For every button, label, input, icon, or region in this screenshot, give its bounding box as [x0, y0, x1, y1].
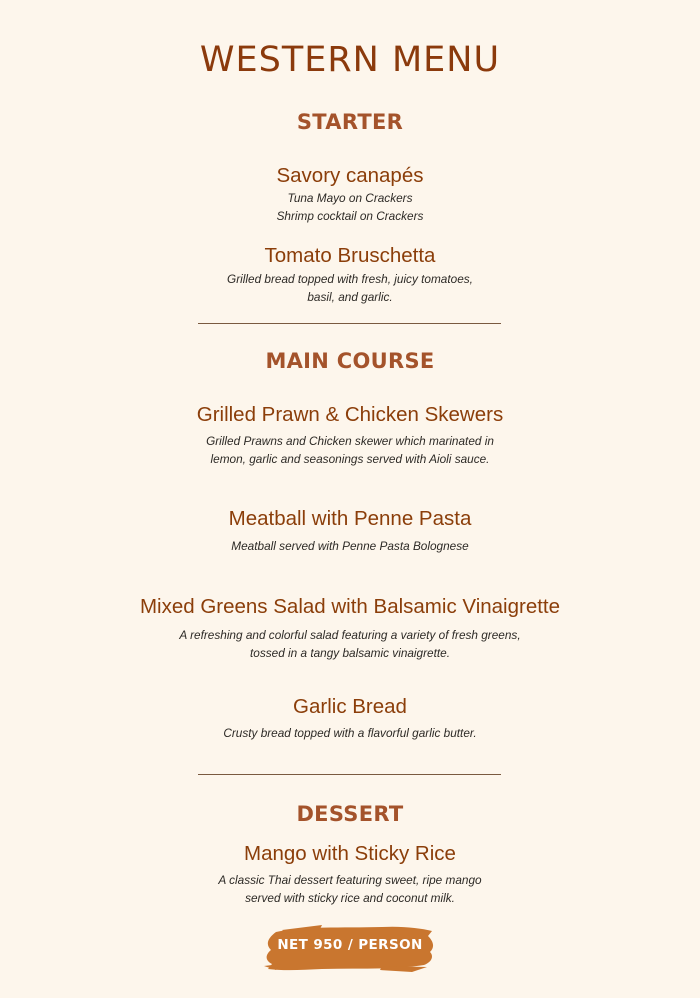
dish-name-grilled-prawn-chicken-skewers: Grilled Prawn & Chicken Skewers [196, 403, 504, 426]
dish-desc-line: basil, and garlic. [307, 290, 393, 304]
menu-title: WESTERN MENU [199, 40, 501, 80]
dish-desc-line: Tuna Mayo on Crackers [287, 191, 413, 205]
section-heading-starter: STARTER [296, 110, 404, 134]
section-divider [198, 774, 501, 775]
dish-name-savory-canapes: Savory canapés [276, 164, 424, 187]
dish-desc-line: served with sticky rice and coconut milk. [245, 891, 455, 905]
section-heading-dessert: DESSERT [296, 802, 404, 826]
section-divider [198, 323, 501, 324]
dish-name-mango-sticky-rice: Mango with Sticky Rice [244, 842, 456, 865]
dish-desc-line: A refreshing and colorful salad featuring a variety of fresh greens, [179, 628, 521, 642]
dish-desc-line: Meatball served with Penne Pasta Bolognese [231, 539, 469, 553]
price-label: NET 950 / PERSON [277, 937, 423, 953]
dish-desc-line: Shrimp cocktail on Crackers [276, 209, 424, 223]
dish-desc-line: tossed in a tangy balsamic vinaigrette. [250, 646, 450, 660]
dish-name-tomato-bruschetta: Tomato Bruschetta [264, 244, 436, 267]
dish-desc-line: Grilled Prawns and Chicken skewer which marinated in [206, 434, 494, 448]
dish-name-garlic-bread: Garlic Bread [293, 695, 407, 718]
dish-desc-line: lemon, garlic and seasonings served with Aioli sauce. [210, 452, 490, 466]
price-badge [262, 922, 438, 974]
dish-name-meatball-penne-pasta: Meatball with Penne Pasta [228, 507, 472, 530]
dish-desc-line: Crusty bread topped with a flavorful garlic butter. [223, 726, 477, 740]
dish-name-mixed-greens-salad: Mixed Greens Salad with Balsamic Vinaigrette [139, 595, 561, 618]
dish-desc-line: A classic Thai dessert featuring sweet, ripe mango [218, 873, 482, 887]
dish-desc-line: Grilled bread topped with fresh, juicy tomatoes, [227, 272, 473, 286]
section-heading-main-course: MAIN COURSE [265, 349, 435, 373]
